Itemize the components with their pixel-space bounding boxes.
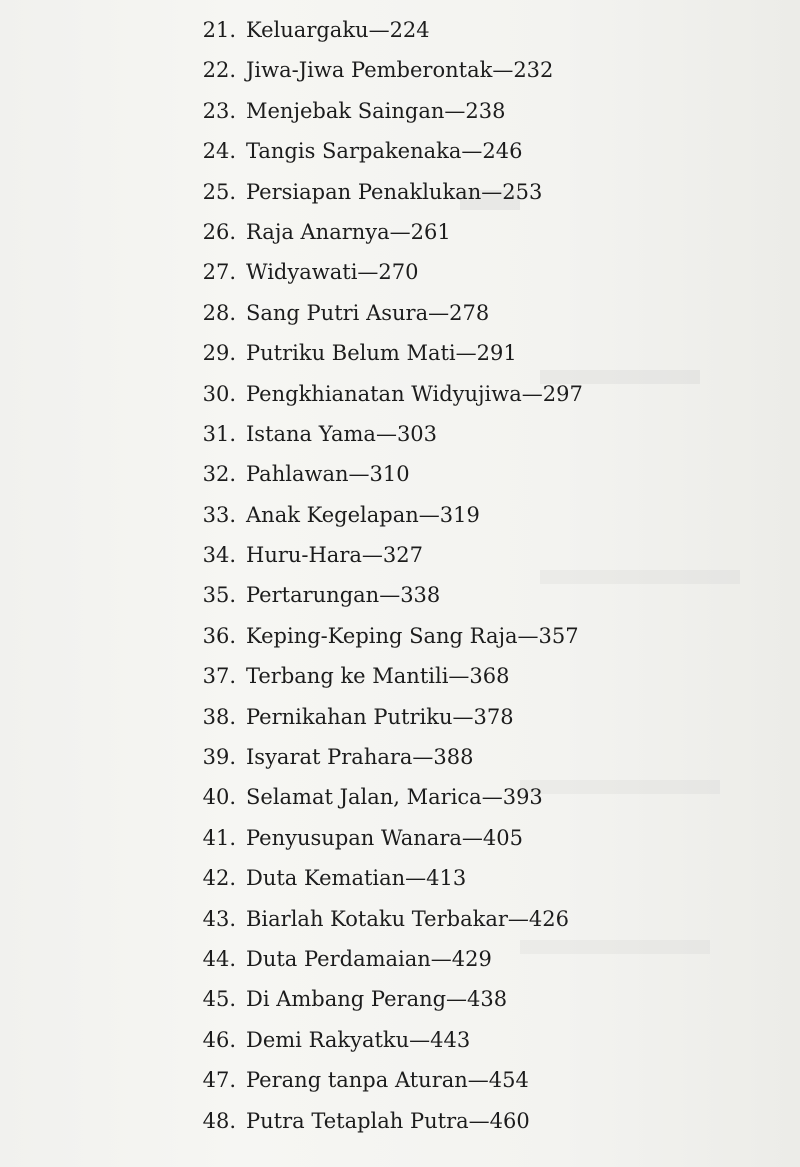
toc-entry [0,979,800,1019]
toc-entry [0,131,800,171]
toc-entry [0,293,800,333]
chapter-number: 45. [202,987,236,1012]
toc-entry [0,414,800,454]
toc-entry [0,374,800,414]
toc-entry [0,656,800,696]
chapter-title: Terbang ke Mantili—368 [246,664,510,689]
chapter-number: 39. [202,745,236,770]
chapter-title: Putra Tetaplah Putra—460 [246,1108,530,1133]
chapter-number: 46. [202,1027,236,1052]
chapter-title: Di Ambang Perang—438 [246,987,508,1012]
toc-entry [0,10,800,50]
chapter-number: 48. [202,1108,236,1133]
chapter-title: Isyarat Prahara—388 [246,745,474,770]
chapter-number: 29. [202,341,236,366]
chapter-title: Keping-Keping Sang Raja—357 [246,623,579,648]
chapter-title: Pertarungan—338 [246,583,441,608]
toc-entry [0,939,800,979]
chapter-title: Perang tanpa Aturan—454 [246,1068,529,1093]
chapter-number: 36. [202,623,236,648]
toc-entry [0,172,800,212]
chapter-title: Selamat Jalan, Marica—393 [246,785,543,810]
chapter-title: Duta Perdamaian—429 [246,946,492,971]
chapter-number: 21. [202,18,236,42]
chapter-title: Pahlawan—310 [246,462,410,487]
toc-entry [0,535,800,575]
chapter-number: 31. [202,421,236,446]
chapter-title: Tangis Sarpakenaka—246 [246,139,523,164]
chapter-number: 47. [202,1068,236,1093]
toc-entry [0,212,800,252]
chapter-number: 33. [202,502,236,527]
chapter-title: Huru-Hara—327 [246,543,423,568]
chapter-title: Pernikahan Putriku—378 [246,704,514,729]
toc-entry [0,50,800,90]
chapter-title: Biarlah Kotaku Terbakar—426 [246,906,569,931]
toc-entry [0,1060,800,1100]
toc-entry [0,1020,800,1060]
chapter-title: Putriku Belum Mati—291 [246,341,517,366]
chapter-title: Duta Kematian—413 [246,866,467,891]
chapter-title: Pengkhianatan Widyujiwa—297 [246,381,583,406]
toc-entry [0,818,800,858]
toc-entry [0,252,800,292]
chapter-number: 43. [202,906,236,931]
chapter-title: Persiapan Penaklukan—253 [246,179,543,204]
toc-entry [0,575,800,615]
chapter-number: 24. [202,139,236,164]
toc-entry [0,616,800,656]
toc-entry [0,777,800,817]
toc-entry [0,737,800,777]
chapter-number: 26. [202,219,236,244]
chapter-title: Sang Putri Asura—278 [246,300,490,325]
chapter-number: 28. [202,300,236,325]
chapter-number: 22. [202,58,236,83]
toc-entry [0,91,800,131]
toc-entry [0,495,800,535]
table-of-contents [0,10,800,1141]
chapter-title: Menjebak Saingan—238 [246,98,506,123]
chapter-number: 38. [202,704,236,729]
chapter-title: Demi Rakyatku—443 [246,1027,471,1052]
chapter-number: 37. [202,664,236,689]
chapter-number: 23. [202,98,236,123]
chapter-title: Anak Kegelapan—319 [246,502,480,527]
toc-entry [0,858,800,898]
chapter-number: 44. [202,946,236,971]
toc-entry [0,454,800,494]
toc-entry [0,697,800,737]
chapter-number: 35. [202,583,236,608]
chapter-title: Keluargaku—224 [246,18,430,42]
chapter-title: Widyawati—270 [246,260,419,285]
chapter-number: 25. [202,179,236,204]
chapter-title: Raja Anarnya—261 [246,219,451,244]
chapter-number: 40. [202,785,236,810]
chapter-number: 32. [202,462,236,487]
chapter-number: 34. [202,543,236,568]
chapter-number: 41. [202,825,236,850]
chapter-title: Jiwa-Jiwa Pemberontak—232 [246,58,554,83]
chapter-number: 27. [202,260,236,285]
chapter-number: 30. [202,381,236,406]
toc-entry [0,333,800,373]
toc-entry [0,899,800,939]
chapter-title: Penyusupan Wanara—405 [246,825,523,850]
chapter-number: 42. [202,866,236,891]
chapter-title: Istana Yama—303 [246,421,438,446]
toc-entry [0,1101,800,1141]
